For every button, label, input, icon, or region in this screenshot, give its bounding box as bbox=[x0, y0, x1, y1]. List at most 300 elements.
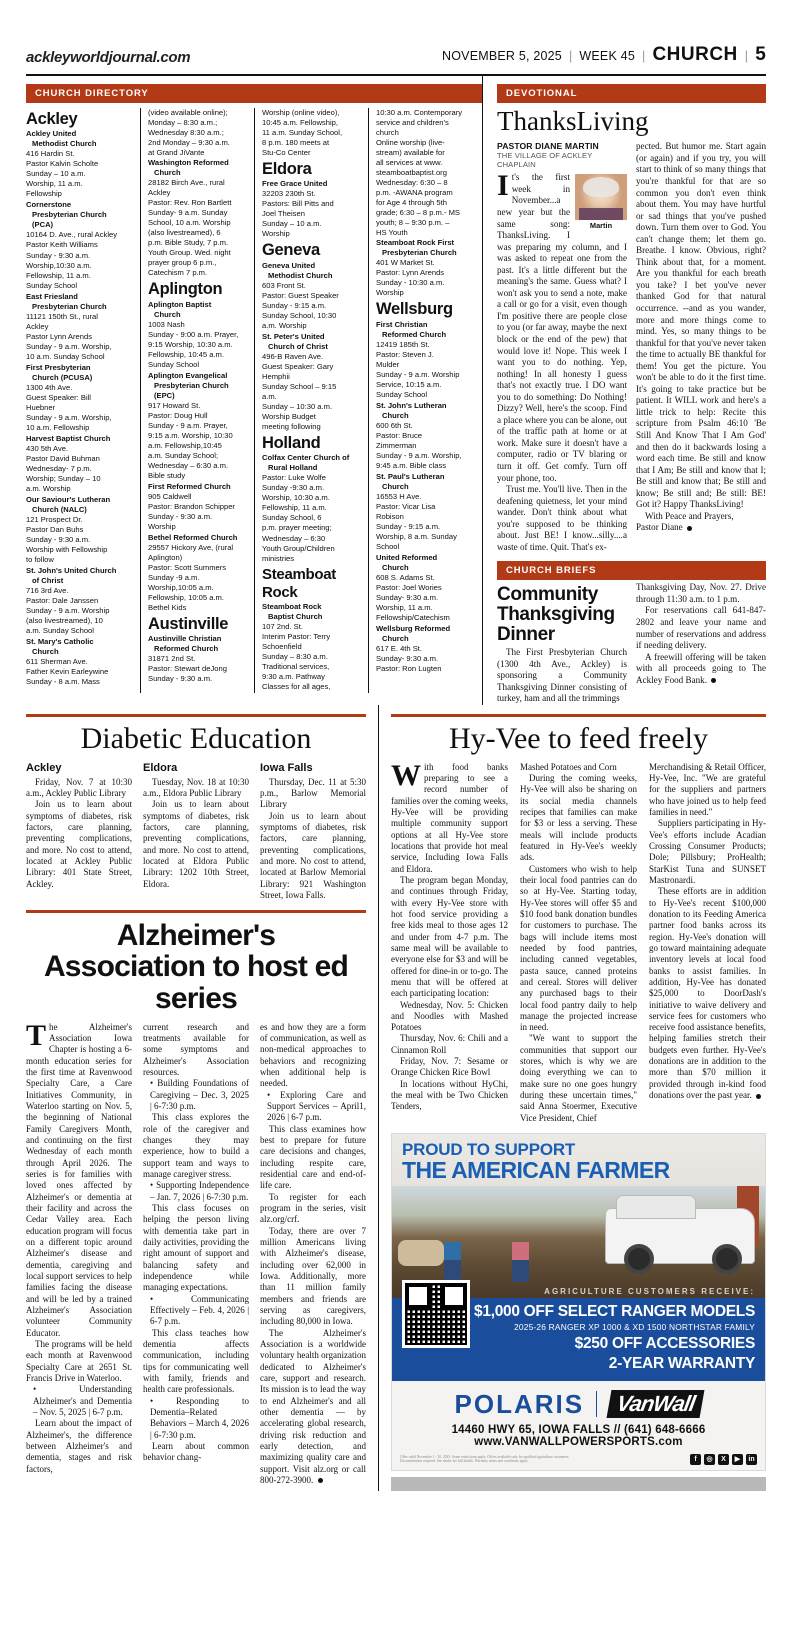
ad-photo-ranger-vehicle bbox=[605, 1208, 755, 1264]
directory-line: School bbox=[376, 541, 400, 551]
directory-line: Mulder bbox=[376, 359, 400, 369]
alz-c1-p2: The programs will be held each month at Ravenwood Specialty Care at 2651 St. Francis Drive in Waterloo. bbox=[26, 1338, 132, 1383]
devotional-signoff-line1: With Peace and Prayers, bbox=[645, 510, 734, 521]
diabetic-headline: Diabetic Education bbox=[80, 721, 312, 755]
briefs-headline-line3: Dinner bbox=[497, 623, 555, 645]
directory-line: Hemphii bbox=[262, 371, 290, 381]
directory-line: 496-B Raven Ave. bbox=[262, 351, 324, 361]
directory-line: Monday – 8:30 a.m.; bbox=[148, 118, 218, 128]
directory-line: Pastor: Lynn Arends bbox=[376, 268, 445, 278]
directory-line: Sunday- 9:30 a.m. bbox=[376, 654, 439, 664]
briefs-headline-line1: Community bbox=[497, 584, 598, 606]
directory-line: 11 a.m. Sunday School, bbox=[262, 128, 343, 138]
diabetic-city-2-name: Iowa Falls bbox=[260, 761, 313, 774]
ad-offer-3: 2-YEAR WARRANTY bbox=[608, 1354, 755, 1372]
alzheimers-column-2 bbox=[143, 1022, 249, 1486]
ad-brand-logos bbox=[392, 1381, 765, 1423]
directory-line: Schoenfield bbox=[262, 642, 302, 652]
church-name: Steamboat Rock Baptist Church bbox=[262, 602, 323, 622]
church-name: Wellsburg Reformed Church bbox=[376, 624, 451, 644]
diabetic-columns bbox=[26, 762, 366, 902]
directory-line: Sunday - 9:30 a.m. bbox=[148, 674, 213, 684]
directory-line: youth; 8 – 9:30 p.m. – bbox=[376, 218, 450, 228]
x-twitter-icon[interactable]: X bbox=[718, 1454, 729, 1465]
church-name: Bethel Reformed Church bbox=[148, 532, 238, 542]
directory-line: Pastor: Luke Wolfe bbox=[262, 473, 327, 483]
directory-line: Sunday School, 6 bbox=[262, 513, 322, 523]
directory-line: 600 6th St. bbox=[376, 420, 413, 430]
directory-line: Worship,10:30 a.m. bbox=[26, 260, 92, 270]
directory-line: Huebner bbox=[26, 402, 56, 412]
directory-line: a.m. Fellowship,10:45 bbox=[148, 440, 222, 450]
diabetic-city-1 bbox=[143, 762, 249, 902]
church-name: Aplington Baptist Church bbox=[148, 299, 212, 319]
alzheimers-headline bbox=[26, 920, 366, 1014]
directory-line: Worship (online video), bbox=[262, 108, 340, 117]
briefs-headline-line2: Thanksgiving bbox=[497, 603, 615, 625]
directory-line: Worship bbox=[262, 229, 290, 239]
mid-region bbox=[26, 705, 766, 1491]
briefs-headline bbox=[497, 585, 627, 644]
directory-line: 1300 4th Ave. bbox=[26, 382, 73, 392]
directory-line: Service, 10:15 a.m. bbox=[376, 379, 442, 389]
alzheimers-headline-line1: Alzheimer's bbox=[116, 919, 276, 953]
end-mark-icon-2 bbox=[711, 678, 716, 683]
masthead-divider-3: | bbox=[744, 49, 749, 63]
directory-line: Sunday – 8:30 a.m. bbox=[262, 652, 328, 662]
directory-line: 12419 185th St. bbox=[376, 339, 430, 349]
right-stack bbox=[378, 705, 766, 1491]
directory-line: Fellowship, 11 a.m. bbox=[26, 270, 91, 280]
church-name: First Presbyterian Church (PCUSA) bbox=[26, 362, 93, 382]
ad-headline-block bbox=[392, 1134, 765, 1186]
directory-line: Sunday -9 a.m. bbox=[148, 573, 200, 582]
hyvee-c3-p1: Merchandising & Retail Officer, Hy-Vee, Inc. "We are grateful for the suppliers and partners who have joined us to help feed families in need." bbox=[649, 761, 766, 817]
alz-c1-p3: Learn about the impact of Alzheimer's, the difference between Alzheimer's and dementia, stages and risk factors, bbox=[26, 1418, 132, 1474]
directory-line: Pastor: Ron Lugten bbox=[376, 664, 442, 674]
church-entry bbox=[376, 320, 475, 400]
diabetic-city-1-p2: Join us to learn about symptoms of diabetes, risk factors, care planning, preventing complications, and more. No cost to attend, located at Eldora Public Library: 1202 10th Street, Eldora. bbox=[143, 799, 249, 889]
directory-line: steamboatbaptist.org bbox=[376, 168, 447, 178]
end-mark-icon-4 bbox=[756, 1094, 761, 1099]
devotional-col2-text bbox=[636, 141, 766, 534]
directory-line: Robison bbox=[376, 511, 404, 521]
vanwall-logo: VanWall bbox=[607, 1390, 705, 1418]
church-name: United Reformed Church bbox=[376, 552, 438, 572]
church-name: Washington Reformed Church bbox=[148, 158, 229, 178]
church-entry bbox=[148, 158, 247, 278]
hyvee-c1-p2: The program began Monday, and continues through Friday, with every Hy-Vee store with hot food service providing a free kids meal to those ages 12 and under from 4-7 p.m. The same meal will be available to everyone else for $3 and will be offered for dine-in or to-go. The menu that will be offered at each participating location: bbox=[391, 874, 508, 999]
devotional-col1-p2: Trust me. You'll live. Then in the deafening quietness, let your mind wander. Don't think about what you're supposed to be thinking about. Just BE! I know...silly....a waste of time. Quit. That's ex- bbox=[497, 484, 627, 552]
alz-c3-b1: • Exploring Care and Support Services – April1, 2026 | 6-7 p.m. bbox=[267, 1089, 366, 1123]
directory-line: Pastor: Bruce bbox=[376, 430, 423, 440]
church-entry bbox=[262, 179, 361, 239]
directory-line: a.m. Worship bbox=[26, 483, 71, 493]
directory-line: Worship, 11 a.m. bbox=[26, 179, 83, 189]
directory-line: 430 5th Ave. bbox=[26, 443, 69, 453]
ad-offers-block bbox=[392, 1298, 765, 1381]
directory-line: Pastor: Vicar Lisa bbox=[376, 501, 436, 511]
masthead-week: WEEK 45 bbox=[579, 49, 635, 63]
ad-offer-1-sub: 2025-26 RANGER XP 1000 & XD 1500 NORTHSTAR FAMILY bbox=[514, 1322, 755, 1333]
ad-contact-block bbox=[392, 1423, 765, 1454]
briefs-col2-p2: For reservations call 641-847-2802 and leave your name and number of reservations and address if needing delivery. bbox=[636, 605, 766, 651]
masthead-divider-1: | bbox=[568, 49, 573, 63]
hyvee-column-1 bbox=[391, 758, 508, 1125]
briefs-col1-text bbox=[497, 647, 627, 705]
church-name: Cornerstone Presbyterian Church (PCA) bbox=[26, 200, 107, 230]
directory-line: Pastor Kalvin Scholte bbox=[26, 159, 99, 169]
city-heading: Steamboat bbox=[262, 565, 336, 583]
ad-photo-person-1 bbox=[444, 1242, 461, 1282]
hyvee-c3-p2: Suppliers participating in Hy-Vee's efforts include Acadian Crossing Consumer Products; Dole; Pillsbury; ProHealth; StarKist Tuna and SUNSET Mastronardi. bbox=[649, 818, 766, 885]
devotional-byline-subtitle: THE VILLAGE OF ACKLEY CHAPLAIN bbox=[497, 151, 593, 170]
directory-line: Pastor: Joel Wories bbox=[376, 583, 442, 593]
church-name: Geneva United Methodist Church bbox=[262, 260, 333, 280]
directory-line: 11121 150th St., rural bbox=[26, 311, 98, 321]
divider-rule-hyvee bbox=[391, 714, 766, 717]
church-name: First Christian Reformed Church bbox=[376, 319, 447, 339]
directory-line: 10:45 a.m. Fellowship, bbox=[262, 118, 338, 128]
directory-line: Sunday- 9:30 a.m. bbox=[376, 593, 439, 603]
directory-line: Sunday - 9 a.m. Worship, bbox=[376, 450, 462, 460]
directory-line: 121 Prospect Dr. bbox=[26, 514, 83, 524]
briefs-column-2 bbox=[636, 580, 766, 704]
masthead-date: NOVEMBER 5, 2025 bbox=[442, 49, 562, 63]
directory-line: Catechism 7 p.m. bbox=[148, 268, 208, 278]
church-entry bbox=[26, 495, 133, 565]
church-entry bbox=[376, 553, 475, 623]
directory-line: a.m. Sunday School; bbox=[148, 450, 219, 460]
directory-line: Classes for all ages, bbox=[262, 682, 331, 692]
briefs-col2-p1: Thanksgiving Day, Nov. 27. Drive through 11:30 a.m. to 1 p.m. bbox=[636, 582, 766, 604]
city-heading-ackley: Ackley bbox=[26, 110, 78, 128]
directory-line: Pastor Dan Buhs bbox=[26, 524, 84, 534]
youtube-icon[interactable]: ▶ bbox=[732, 1454, 743, 1465]
directory-line: Pastor: Rev. Ron Bartlett bbox=[148, 198, 232, 208]
directory-line: Worship, 10:30 a.m. bbox=[262, 493, 330, 503]
church-name: East Friesland Presbyterian Church bbox=[26, 291, 107, 311]
diabetic-city-0 bbox=[26, 762, 132, 902]
church-briefs-bar: CHURCH BRIEFS bbox=[497, 561, 766, 580]
directory-line: Wednesday – 6:30 a.m. bbox=[148, 460, 229, 470]
directory-line: Sunday - 9 a.m. Prayer, bbox=[148, 420, 228, 430]
hyvee-c1-p1: With food banks preparing to see a record number of families over the coming weeks, Hy-Vee will be providing multiple community support options at all Hy-Vee store locations that provide hot meal service, Including Iowa Falls and Eldora. bbox=[391, 758, 508, 874]
top-region bbox=[26, 76, 766, 705]
directory-line: Wednesday: 6:30 – 8 bbox=[376, 178, 448, 188]
directory-line: Worship; Sunday – 10 bbox=[26, 473, 101, 483]
hyvee-c1-p5: Friday, Nov. 7: Sesame or Orange Chicken Rice Bowl bbox=[391, 1056, 508, 1078]
directory-line: Traditional services, bbox=[262, 662, 330, 672]
hyvee-c1-p3: Wednesday, Nov. 5: Chicken and Noodles with Mashed Potatoes bbox=[391, 999, 508, 1033]
directory-line: service and children's bbox=[376, 118, 449, 128]
alzheimers-headline-line3: series bbox=[155, 981, 237, 1015]
directory-line: 16553 H Ave. bbox=[376, 491, 422, 501]
ad-photo-horse bbox=[398, 1240, 444, 1266]
alz-c1-b1: • Understanding Alzheimer's and Dementia – Nov. 5, 2025 | 6-7 p.m. bbox=[33, 1384, 132, 1417]
directory-line: a.m. bbox=[262, 392, 277, 401]
church-briefs-body bbox=[497, 580, 766, 704]
briefs-col1-p1: The First Presbyterian Church (1300 4th Ave., Ackley) is sponsoring a Community Thanksgiving Dinner consisting of turkey, ham and all the trimmings bbox=[497, 647, 627, 704]
devotional-col1-p1: It's the first week in November...a new year but the same song: ThanksLiving. I was preparing my column, and I was asked to repeat one from the past. It's a little different but the meaning's the same. Guess what? I won't ask you to send a note, make a call or go for a visit, even though I'm positive there are people close to you (or far away, maybe the next block or the end of the pew) that would love it! Nope. This week I want you to do nothing. Yep, nothing! In all honesty I guess that's not exactly true. I DO want you to do something: Do Nothing! Dizzy? Well, here's the scoop. Find a place where you can be alone, out of the traffic path at home or at work. Make sure it doesn't have a computer, radio or TV blaring or turn it off. Get comfy. Turn off your phone, too. bbox=[497, 169, 627, 483]
directory-line: (video available online); bbox=[148, 108, 228, 117]
directory-line: 401 W Market St. bbox=[376, 258, 435, 268]
directory-line: Sunday - 9 a.m. Worship bbox=[376, 369, 460, 379]
church-entry bbox=[148, 533, 247, 613]
directory-line: Wednesday – 6:30 bbox=[262, 533, 326, 543]
directory-line: Sunday School – 9:15 bbox=[262, 381, 337, 391]
church-name: First Reformed Church bbox=[148, 481, 231, 491]
directory-line: HS Youth bbox=[376, 228, 408, 238]
directory-line: Stu-Co Center bbox=[262, 148, 311, 158]
directory-line: Joel Theisen bbox=[262, 209, 305, 219]
diabetic-city-0-text bbox=[26, 777, 132, 890]
devotional-section bbox=[482, 76, 766, 705]
instagram-icon[interactable]: ◎ bbox=[704, 1454, 715, 1465]
directory-line: 608 S. Adams St. bbox=[376, 573, 435, 582]
church-entry bbox=[148, 634, 247, 684]
directory-line: Sunday – 10 a.m. bbox=[26, 169, 86, 179]
linkedin-icon[interactable]: in bbox=[746, 1454, 757, 1465]
directory-line: Sunday - 9:00 a.m. Prayer, bbox=[148, 329, 239, 339]
church-entry bbox=[148, 371, 247, 481]
directory-line: p.m. prayer meeting; bbox=[262, 523, 332, 533]
alz-c2-b3: • Communicating Effectively – Feb. 4, 2026 | 6-7 p.m. bbox=[150, 1293, 249, 1327]
directory-line: grade; 6:30 – 8 p.m.- MS bbox=[376, 208, 460, 218]
directory-line: Worship with Fellowship bbox=[26, 544, 108, 554]
qr-code-icon[interactable] bbox=[402, 1280, 470, 1348]
directory-line: 917 Howard St. bbox=[148, 400, 201, 410]
directory-line: 603 Front St. bbox=[262, 280, 306, 290]
directory-line: Zimmerman bbox=[376, 440, 417, 450]
directory-line: Sunday School bbox=[148, 359, 200, 369]
devotional-signoff-line2: Pastor Diane bbox=[636, 522, 766, 534]
directory-line: Fellowship, 11 a.m. bbox=[262, 503, 327, 513]
church-entry bbox=[376, 401, 475, 471]
alz-c3-p3: To register for each program in the series, visit alz.org/crf. bbox=[260, 1191, 366, 1225]
directory-line: Pastor: Brandon Schipper bbox=[148, 501, 235, 511]
alzheimers-column-3 bbox=[260, 1022, 366, 1486]
directory-line: Pastor: Guest Speaker bbox=[262, 290, 339, 300]
directory-line: Youth Group. Wed. night bbox=[148, 248, 231, 258]
ad-offer-2: $250 OFF ACCESSORIES bbox=[574, 1334, 755, 1352]
diabetic-city-2-p1: Thursday, Dec. 11 at 5:30 p.m., Barlow Memorial Library bbox=[260, 776, 366, 810]
ad-photo-wheel-front bbox=[624, 1244, 654, 1274]
directory-line: Bethel Kids bbox=[148, 603, 187, 613]
church-entry bbox=[26, 200, 133, 290]
divider-rule-diabetic bbox=[26, 714, 366, 717]
ad-offer-1: $1,000 OFF SELECT RANGER MODELS bbox=[474, 1303, 755, 1321]
directory-line: Guest Speaker: Bill bbox=[26, 392, 91, 402]
directory-line: 617 E. 4th St. bbox=[376, 644, 423, 654]
directory-line: Pastor David Buhman bbox=[26, 453, 100, 463]
hyvee-column-3 bbox=[649, 762, 766, 1125]
directory-line: Worship, 8 a.m. Sunday bbox=[376, 531, 457, 541]
church-entry bbox=[26, 292, 133, 362]
directory-line: Sunday - 9:15 a.m. bbox=[262, 300, 327, 310]
alz-c3-p2: This class examines how best to prepare for future care decisions and changes, including respite care, residential care and end-of-life care. bbox=[260, 1123, 366, 1191]
directory-line: 10 a.m. Sunday School bbox=[26, 351, 105, 361]
directory-line: Worship Budget bbox=[262, 412, 316, 422]
directory-line: Pastor Lynn Arends bbox=[26, 331, 92, 341]
ad-photo-person-2 bbox=[512, 1242, 529, 1282]
masthead-section: CHURCH bbox=[652, 44, 738, 65]
directory-line: 716 3rd Ave. bbox=[26, 586, 69, 596]
directory-line: a.m. Sunday School bbox=[26, 626, 94, 636]
directory-line: Pastor Keith Williams bbox=[26, 240, 98, 250]
church-directory-section bbox=[26, 76, 482, 705]
church-entry bbox=[26, 129, 133, 199]
church-directory-columns bbox=[26, 108, 482, 693]
directory-line: Sunday -9:30 a.m. bbox=[262, 483, 325, 493]
directory-line: Wednesday 8:30 a.m.; bbox=[148, 128, 224, 138]
city-heading: Aplington bbox=[148, 280, 223, 299]
directory-line: Worship bbox=[376, 288, 404, 298]
directory-line: Pastor: Steven J. bbox=[376, 349, 434, 359]
church-entry bbox=[262, 332, 361, 432]
church-name: Aplington Evangelical Presbyterian Church (EPC) bbox=[148, 370, 229, 400]
directory-line: School, 10 a.m. Worship bbox=[148, 218, 231, 228]
diabetic-city-1-name: Eldora bbox=[143, 761, 178, 774]
alz-c2-p3: This class focuses on helping the person living with dementia take part in daily activities, providing the right amount of support and balancing safety and independence while managing expectations. bbox=[143, 1203, 249, 1293]
church-entry bbox=[262, 602, 361, 692]
directory-line: 905 Caldwell bbox=[148, 491, 192, 501]
devotional-col1-text bbox=[497, 169, 627, 553]
directory-line: Sunday - 9:30 a.m. bbox=[26, 534, 91, 544]
hyvee-columns bbox=[391, 758, 766, 1125]
directory-line: 9:15 a.m. Worship, 10:30 bbox=[148, 430, 233, 440]
directory-line: 416 Hardin St. bbox=[26, 149, 75, 159]
devotional-title: ThanksLiving bbox=[497, 106, 649, 136]
directory-line: Sunday - 10:30 a.m. bbox=[376, 278, 445, 288]
ad-contact-address-phone[interactable]: 14460 HWY 65, IOWA FALLS // (641) 648-6666 bbox=[451, 1423, 706, 1436]
directory-line: Wednesday- 7 p.m. bbox=[26, 463, 92, 473]
city-heading: Holland bbox=[262, 434, 321, 453]
directory-line: 611 Sherman Ave. bbox=[26, 657, 88, 667]
hyvee-c2-p2: Customers who wish to help their local food pantries can do so at Hy-Vee. Starting today, Hy-Vee stores will offer $5 and $10 food bank donation bundles for customers to purchase. The bags will include items most needed by food pantries, including canned vegetables, pasta sauce, canned proteins and cereal. Stores will deliver any purchased bags to their local food pantry daily to help manage the projected increase in need. bbox=[520, 863, 637, 1033]
church-entry bbox=[376, 624, 475, 674]
directory-line: Sunday - 9 a.m. Worship, bbox=[26, 341, 112, 351]
city-heading: Wellsburg bbox=[376, 300, 453, 319]
ad-contact-website[interactable]: www.VANWALLPOWERSPORTS.com bbox=[474, 1435, 683, 1448]
divider-rule-alzheimers bbox=[26, 910, 366, 913]
ad-agriculture-line: AGRICULTURE CUSTOMERS RECEIVE: bbox=[544, 1287, 755, 1297]
alzheimers-columns bbox=[26, 1018, 366, 1486]
church-name: Our Saviour's Lutheran Church (NALC) bbox=[26, 494, 111, 514]
directory-line: Sunday - 9 a.m. Worship bbox=[26, 606, 110, 616]
directory-line: Aplington) bbox=[148, 552, 183, 562]
directory-line: Worship,10:05 a.m. bbox=[148, 583, 214, 593]
end-mark-icon-3 bbox=[318, 1478, 323, 1483]
church-entry bbox=[262, 453, 361, 563]
directory-line: (also livestreamed), 10 bbox=[26, 616, 103, 626]
alzheimers-column-1 bbox=[26, 1018, 132, 1486]
directory-line: (also livestreamed), 6 bbox=[148, 228, 221, 238]
church-entry bbox=[26, 637, 133, 687]
facebook-icon[interactable]: f bbox=[690, 1454, 701, 1465]
directory-line: 9:30 a.m. Pathway bbox=[262, 672, 325, 682]
directory-line: all services at www. bbox=[376, 158, 443, 168]
diabetic-city-0-name: Ackley bbox=[26, 761, 62, 774]
directory-line: Pastor: Dale Janssen bbox=[26, 596, 99, 606]
directory-line: Fellowship, 10:05 a.m. bbox=[148, 593, 224, 603]
city-heading: Rock bbox=[262, 584, 298, 602]
city-heading: Geneva bbox=[262, 241, 320, 260]
ad-fine-print: Offer valid November 1 - 30, 2025. Some restrictions apply. Offers available only for qualified agriculture customers. Documentation required. See dealer for full details. Warranty terms and conditions apply. bbox=[400, 1454, 570, 1464]
directory-line: Sunday – 10 a.m. bbox=[262, 219, 322, 229]
directory-line: Pastors: Bill Pitts and bbox=[262, 199, 334, 209]
directory-line: 29557 Hickory Ave, (rural bbox=[148, 542, 234, 552]
directory-line: Sunday School, 10:30 bbox=[262, 310, 337, 320]
church-entry bbox=[26, 363, 133, 433]
alz-c2-b2: • Supporting Independence – Jan. 7, 2026 | 6-7:30 p.m. bbox=[150, 1180, 249, 1202]
directory-column-1 bbox=[26, 108, 140, 693]
hyvee-column-2 bbox=[520, 762, 637, 1125]
diabetic-city-1-text bbox=[143, 777, 249, 890]
city-heading: Eldora bbox=[262, 160, 312, 179]
directory-line: Interim Pastor: Terry bbox=[262, 632, 331, 642]
directory-line: 9:15 Worship, 10:30 a.m. bbox=[148, 339, 233, 349]
alz-c2-p1: current research and treatments available for some symptoms and Alzheimer's Association resources. bbox=[143, 1021, 249, 1078]
hyvee-c1-p4: Thursday, Nov. 6: Chili and a Cinnamon Roll bbox=[391, 1033, 508, 1055]
polaris-vanwall-advertisement[interactable] bbox=[391, 1133, 766, 1471]
masthead-website[interactable]: ackleyworldjournal.com bbox=[26, 49, 191, 66]
briefs-col2-text bbox=[636, 580, 766, 686]
ad-headline-line2: THE AMERICAN FARMER bbox=[402, 1157, 670, 1184]
directory-line: Youth Group/Children bbox=[262, 543, 335, 553]
directory-line: prayer group 6 p.m., bbox=[148, 258, 217, 268]
directory-line: 32203 230th St. bbox=[262, 189, 316, 199]
directory-line: Sunday School bbox=[376, 389, 428, 399]
directory-line: 9:45 a.m. Bible class bbox=[376, 460, 447, 470]
ad-logo-divider bbox=[596, 1391, 597, 1417]
directory-line: Worship bbox=[148, 521, 176, 531]
church-entry bbox=[376, 238, 475, 298]
directory-line: Sunday School bbox=[26, 280, 78, 290]
church-name: Ackley United Methodist Church bbox=[26, 129, 97, 149]
directory-line: Online worship (live- bbox=[376, 138, 445, 148]
directory-line: Sunday - 9:15 a.m. bbox=[376, 521, 441, 531]
church-entry bbox=[262, 261, 361, 331]
ad-photo-wheel-rear bbox=[712, 1244, 742, 1274]
page-bottom-bar bbox=[391, 1477, 766, 1491]
directory-line: 28182 Birch Ave., rural bbox=[148, 178, 225, 188]
alz-c2-p4: This class teaches how dementia affects communication, including tips for communicating well with family, friends and health care professionals. bbox=[143, 1327, 249, 1395]
directory-column-2-body bbox=[148, 108, 247, 684]
directory-line: 1003 Nash bbox=[148, 319, 185, 329]
directory-line: Pastor: Stewart deJong bbox=[148, 664, 227, 674]
directory-line: Fellowship bbox=[26, 189, 62, 199]
directory-line: Pastor: Scott Summers bbox=[148, 562, 227, 572]
author-portrait bbox=[575, 174, 627, 230]
directory-line: 10 a.m. Fellowship bbox=[26, 422, 90, 432]
directory-line: Sunday - 8 a.m. Mass bbox=[26, 677, 100, 687]
directory-column-3-body bbox=[262, 108, 361, 692]
alz-c3-p1: es and how they are a form of communication, as well as non-medical approaches to behaviors and recognizing when additional help is needed. bbox=[260, 1021, 366, 1089]
church-directory-bar: CHURCH DIRECTORY bbox=[26, 84, 482, 103]
church-entry bbox=[148, 482, 247, 532]
hyvee-c2-p1: During the coming weeks, Hy-Vee will also be sharing on its social media channels recipes that families can make for $3 or less a serving. These meals will include products featured in Hy-Vee's weekly ads. bbox=[520, 772, 637, 863]
ad-social-icons bbox=[690, 1454, 757, 1465]
directory-column-4-body bbox=[376, 108, 475, 674]
directory-line: Ackley bbox=[26, 321, 49, 331]
hyvee-c1-p6: In locations without HyChi, the meal with be Two Chicken Tenders, bbox=[391, 1078, 508, 1112]
end-mark-icon bbox=[687, 526, 692, 531]
church-entry bbox=[26, 434, 133, 494]
diabetic-city-0-p2: Join us to learn about symptoms of diabetes, risk factors, care planning, preventing complications, and more. No cost to attend, located at Ackley Public Library: 401 State Street, Ackley. bbox=[26, 799, 132, 889]
directory-line: Fellowship, 10:45 a.m. bbox=[148, 349, 224, 359]
masthead-page-number: 5 bbox=[755, 44, 766, 65]
